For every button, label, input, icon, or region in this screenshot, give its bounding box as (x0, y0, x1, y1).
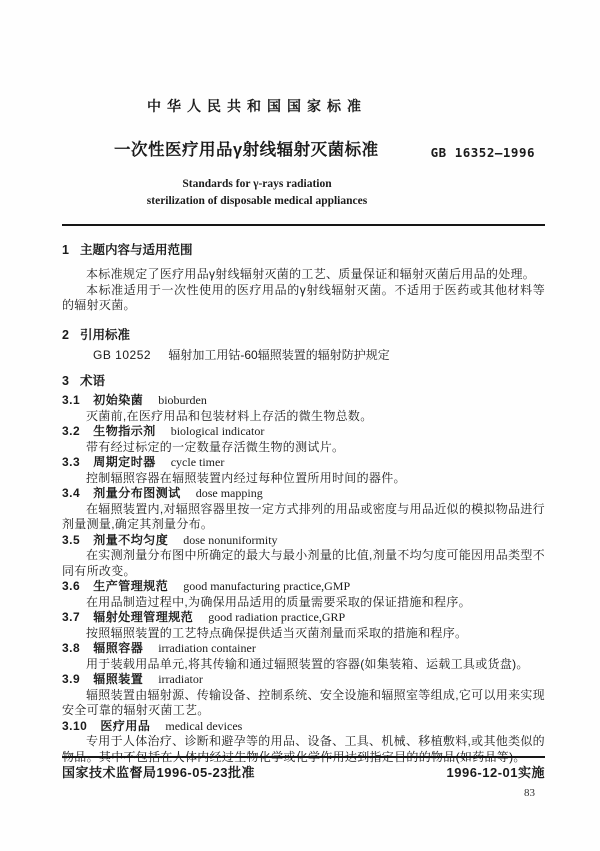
referenced-standard-title: 辐射加工用钴-60辐照装置的辐射防护规定 (168, 347, 390, 362)
term-name-en: bioburden (158, 393, 207, 407)
section-number: 1 (62, 243, 69, 257)
term-name-en: irradiator (158, 672, 203, 686)
term-heading (62, 533, 545, 549)
term-heading (62, 579, 545, 595)
term-item (62, 672, 545, 719)
footer (62, 762, 545, 781)
term-heading (62, 719, 545, 735)
term-item (62, 393, 545, 424)
term-number: 3.9 (62, 672, 81, 686)
title-english-line1: Standards for γ-rays radiation (182, 178, 332, 190)
term-definition: 在辐照装置内,对辐照容器里按一定方式排列的用品或密度与用品近似的模拟物品进行剂量测量,确定其剂量分布。 (62, 501, 545, 531)
referenced-standard (62, 348, 545, 364)
term-number: 3.8 (62, 641, 81, 655)
term-item (62, 533, 545, 580)
term-heading (62, 641, 545, 657)
header-divider-rule (62, 224, 545, 226)
referenced-standard-code: GB 10252 (93, 347, 152, 362)
page-title: 一次性医疗用品γ射线辐射灭菌标准 (113, 141, 379, 159)
term-heading (62, 672, 545, 688)
paragraph: 本标准适用于一次性使用的医疗用品的γ射线辐射灭菌。不适用于医药或其他材料等的辐射灭菌。 (62, 282, 545, 312)
term-number: 3.1 (62, 393, 81, 407)
term-name-cn: 周期定时器 (93, 455, 156, 469)
term-definition: 辐照装置由辐射源、传输设备、控制系统、安全设施和辐照室等组成,它可以用来实现安全可靠的辐射灭菌工艺。 (62, 687, 545, 717)
paragraph: 本标准规定了医疗用品γ射线辐射灭菌的工艺、质量保证和辐射灭菌后用品的处理。 (86, 267, 536, 281)
section-heading-1 (62, 242, 545, 258)
term-item (62, 455, 545, 486)
term-definition: 带有经过标定的一定数量存活微生物的测试片。 (86, 439, 345, 454)
term-name-cn: 生物指示剂 (93, 424, 156, 438)
term-definition: 用于装载用品单元,将其传输和通过辐照装置的容器(如集装箱、运载工具或货盘)。 (86, 656, 529, 671)
term-number: 3.7 (62, 610, 81, 624)
term-name-cn: 剂量不均匀度 (93, 532, 169, 547)
term-heading (62, 455, 545, 471)
term-number: 3.5 (62, 532, 81, 547)
term-name-cn: 医疗用品 (100, 718, 151, 733)
term-item (62, 424, 545, 455)
section-heading-text: 主题内容与适用范围 (79, 243, 193, 257)
term-name-en: good radiation practice,GRP (208, 610, 346, 624)
section-heading-text: 术语 (79, 374, 105, 388)
term-name-cn: 辐射处理管理规范 (93, 610, 194, 624)
page-number: 83 (524, 787, 535, 799)
term-definition: 专用于人体治疗、诊断和避孕等的用品、设备、工具、机械、移植敷料,或其他类似的物品。其中不包括在人体内经过生物化学或化学作用达到指定目的的物品(如药品等)。 (62, 734, 545, 764)
footer-divider-rule (62, 756, 545, 758)
terms-list (62, 393, 545, 765)
standard-code: GB 16352—1996 (430, 145, 535, 160)
term-number: 3.4 (62, 486, 81, 500)
term-item (62, 486, 545, 533)
term-definition: 在实测剂量分布图中所确定的最大与最小剂量的比值,剂量不均匀度可能因用品类型不同有所改变。 (62, 548, 545, 578)
term-item (62, 719, 545, 766)
section-number: 3 (62, 374, 69, 388)
term-name-cn: 生产管理规范 (93, 579, 169, 593)
term-item (62, 610, 545, 641)
term-name-en: cycle timer (170, 455, 225, 469)
header-standard-type: 中华人民共和国国家标准 (147, 98, 367, 114)
title-english-line2: sterilization of disposable medical appliances (146, 195, 368, 207)
term-name-en: biological indicator (170, 424, 265, 438)
term-heading (62, 486, 545, 502)
term-number: 3.3 (62, 455, 81, 469)
term-number: 3.6 (62, 579, 81, 593)
term-name-cn: 剂量分布图测试 (93, 486, 181, 500)
term-item (62, 641, 545, 672)
term-name-en: dose mapping (195, 486, 263, 500)
section-heading-3 (62, 373, 545, 389)
term-name-cn: 初始染菌 (93, 393, 144, 407)
footer-approval: 国家技术监督局1996-05-23批准 (62, 765, 255, 780)
term-name-cn: 辐照装置 (93, 672, 144, 686)
term-definition: 灭菌前,在医疗用品和包装材料上存活的微生物总数。 (86, 408, 373, 423)
title-row (62, 138, 545, 162)
term-name-en: irradiation container (158, 641, 256, 655)
title-english (62, 176, 452, 210)
term-number: 3.2 (62, 424, 81, 438)
section-heading-2 (62, 327, 545, 343)
section-number: 2 (62, 327, 69, 342)
term-name-cn: 辐照容器 (93, 641, 144, 655)
term-heading (62, 393, 545, 409)
term-definition: 按照辐照装置的工艺特点确保提供适当灭菌剂量而采取的措施和程序。 (86, 625, 468, 640)
footer-implementation: 1996-12-01实施 (446, 765, 545, 780)
term-number: 3.10 (62, 718, 88, 733)
term-item (62, 579, 545, 610)
term-heading (62, 424, 545, 440)
term-name-en: medical devices (165, 718, 243, 733)
term-name-en: dose nonuniformity (183, 532, 278, 547)
term-definition: 在用品制造过程中,为确保用品适用的质量需要采取的保证措施和程序。 (86, 594, 471, 609)
term-heading (62, 610, 545, 626)
section-heading-text: 引用标准 (79, 327, 130, 342)
term-definition: 控制辐照容器在辐照装置内经过每种位置所用时间的器件。 (86, 470, 406, 485)
term-name-en: good manufacturing practice,GMP (183, 579, 351, 593)
